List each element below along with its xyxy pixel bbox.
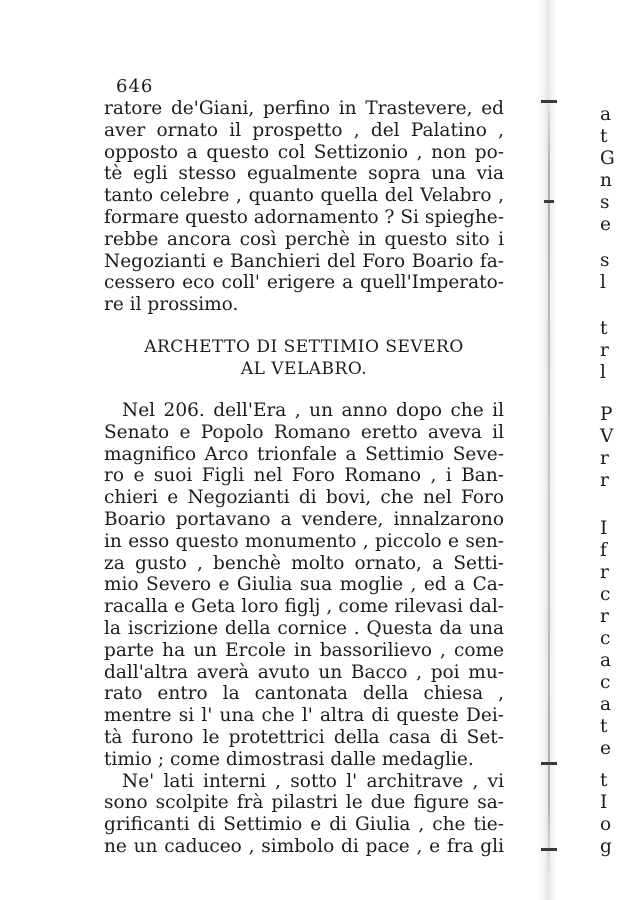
text-line: mio Severo e Giulia sua moglie , ed a Ca- xyxy=(104,574,504,596)
facing-page-fragment: a xyxy=(600,694,612,715)
facing-page-fragment: r xyxy=(600,340,609,361)
facing-page-fragment: r xyxy=(600,562,609,583)
paragraph-2 xyxy=(104,771,504,858)
text-line: Nel 206. dell'Era , un anno dopo che il xyxy=(122,399,504,421)
text-line: grificanti di Settimio e di Giulia , che tie- xyxy=(104,814,504,836)
book-gutter xyxy=(535,0,557,900)
facing-page-fragment: o xyxy=(600,814,612,835)
facing-page-fragment: t xyxy=(600,126,608,147)
facing-page-fragment: I xyxy=(600,518,608,539)
text-line: Boario portavano a vendere, innalzarono xyxy=(104,508,504,530)
facing-page-fragment: s xyxy=(600,192,610,213)
text-line: Negozianti e Banchieri del Foro Boario fa- xyxy=(104,250,504,272)
gutter-mark xyxy=(544,200,554,203)
text-line: sono scolpite frà pilastri le due figure sa- xyxy=(104,792,504,814)
heading-line-1: ARCHETTO DI SETTIMIO SEVERO xyxy=(144,336,464,357)
text-line: dall'altra averà avuto un Bacco , poi mu- xyxy=(104,661,504,683)
facing-page-fragment: r xyxy=(600,470,609,491)
text-line: za gusto , benchè molto ornato, a Setti- xyxy=(104,552,504,574)
text-line: ro e suoi Figli nel Foro Romano , i Ban- xyxy=(104,465,504,487)
gutter-mark xyxy=(541,848,557,851)
text-line: aver ornato il prospetto , del Palatino , xyxy=(104,119,504,141)
facing-page-fragment: I xyxy=(600,792,608,813)
paragraph-1 xyxy=(104,400,504,771)
text-line: parte ha un Ercole in bassorilievo , come xyxy=(104,639,504,661)
facing-page-fragment: V xyxy=(600,426,614,447)
text-line: opposto a questo col Settizonio , non po- xyxy=(104,141,504,163)
text-line: timio ; come dimostrasi dalle medaglie. xyxy=(104,748,474,770)
facing-page-fragment: s xyxy=(600,250,610,271)
text-line: magnifico Arco trionfale a Settimio Seve- xyxy=(104,443,504,465)
facing-page-fragment: g xyxy=(600,836,612,857)
text-line: mentre si l' una che l' altra di queste Dei- xyxy=(104,705,504,727)
text-line: Ne' lati interni , sotto l' architrave , vi xyxy=(122,770,504,792)
facing-page-fragment: t xyxy=(600,318,608,339)
main-text-column xyxy=(104,78,504,858)
gutter-mark xyxy=(541,100,557,103)
facing-page-fragment: c xyxy=(600,628,611,649)
facing-page-fragment: c xyxy=(600,672,611,693)
facing-page-fragment: n xyxy=(600,170,612,191)
facing-page-fragment: e xyxy=(600,738,611,759)
facing-page-fragment: l xyxy=(600,362,606,383)
facing-page-fragment: r xyxy=(600,606,609,627)
facing-page-fragment: a xyxy=(600,650,612,671)
heading-line-2: AL VELABRO. xyxy=(240,358,368,379)
text-line: rebbe ancora così perchè in questo sito i xyxy=(104,228,504,250)
text-line: in esso questo monumento , piccolo e sen- xyxy=(104,530,504,552)
text-line: tanto celebre , quanto quella del Velabro , xyxy=(104,185,504,207)
text-line: racalla e Geta loro figlj , come rilevasi dal- xyxy=(104,596,504,618)
page-number: 646 xyxy=(116,76,154,97)
text-line: rato entro la cantonata della chiesa , xyxy=(104,683,504,705)
text-line: Senato e Popolo Romano eretto aveva il xyxy=(104,421,504,443)
facing-page-fragment: P xyxy=(600,404,613,425)
text-line: tè egli stesso egualmente sopra una via xyxy=(104,163,504,185)
opening-passage xyxy=(104,98,504,316)
facing-page-fragment: t xyxy=(600,770,608,791)
gutter-mark xyxy=(541,762,557,765)
facing-page-fragment: G xyxy=(600,148,615,169)
facing-page-fragment: l xyxy=(600,272,606,293)
facing-page-fragment: r xyxy=(600,448,609,469)
text-line: tà furono le protettrici della casa di Set- xyxy=(104,726,504,748)
text-line: la iscrizione della cornice . Questa da una xyxy=(104,617,504,639)
text-line: chieri e Negozianti di bovi, che nel Foro xyxy=(104,487,504,509)
text-line: ne un caduceo , simbolo di pace , e fra gli xyxy=(104,835,504,857)
section-heading xyxy=(104,336,504,380)
text-line: ratore de'Giani, perfino in Trastevere, ed xyxy=(104,98,504,119)
text-line: cessero eco coll' erigere a quell'Imperato- xyxy=(104,272,504,294)
facing-page-fragment: a xyxy=(600,104,612,125)
facing-page-fragment: t xyxy=(600,716,608,737)
facing-page-fragment: e xyxy=(600,214,611,235)
facing-page-fragment: f xyxy=(600,540,607,561)
facing-page-edge xyxy=(596,0,619,900)
text-line: formare questo adornamento ? Si spieghe- xyxy=(104,206,504,228)
facing-page-fragment: c xyxy=(600,584,611,605)
text-line: re il prossimo. xyxy=(104,294,239,316)
